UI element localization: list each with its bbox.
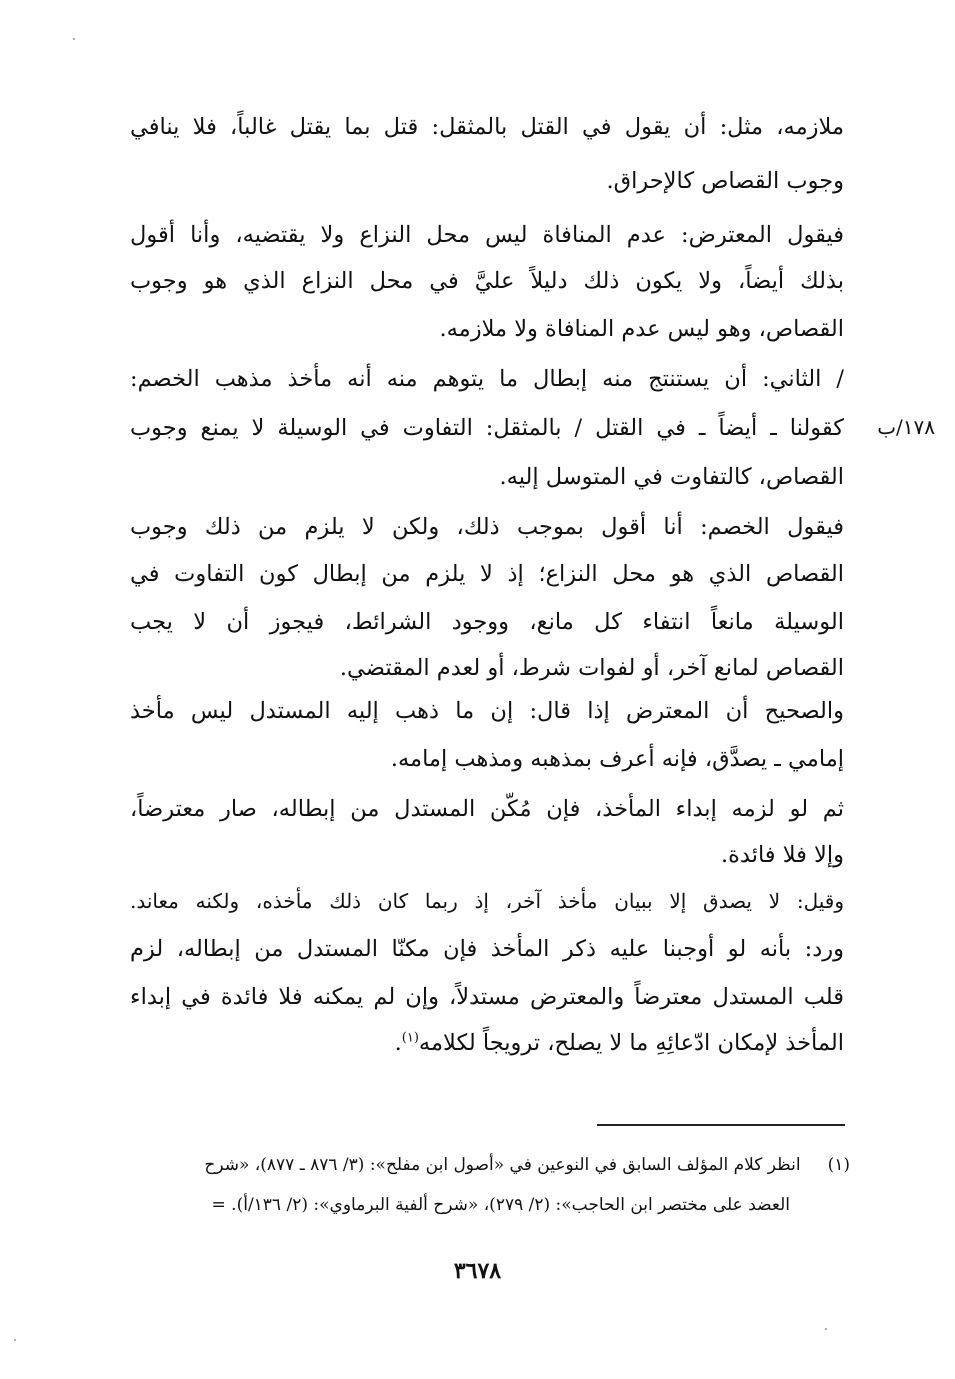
footnote-number: (١) — [827, 1155, 850, 1175]
scan-speck — [14, 1339, 16, 1341]
page-number: ٣٦٧٨ — [453, 1258, 502, 1284]
text-line-final — [130, 1024, 844, 1064]
text-line: وإلا فلا فائدة. — [720, 842, 844, 868]
text-line: القصاص لمانع آخر، أو لفوات شرط، أو لعدم المقتضي. — [339, 655, 844, 681]
footnote-line: العضد على مختصر ابن الحاجب»: (٢/ ٢٧٩)، «شرح ألفية البرماوي»: (٢/ ١٣٦/أ). = — [211, 1195, 790, 1215]
text-line: إمامي ـ يصدَّق، فإنه أعرف بمذهبه ومذهب إمامه. — [390, 746, 844, 772]
footnote-line — [150, 1150, 850, 1182]
text-line: ورد: بأنه لو أوجبنا عليه ذكر المأخذ فإن مكنّا المستدل من إبطاله، لزم — [130, 936, 844, 962]
footnote-separator — [597, 1124, 845, 1126]
text-line: القصاص الذي هو محل النزاع؛ إذ لا يلزم من إبطال كون التفاوت في — [130, 561, 844, 587]
text-line-content: المأخذ لإمكان ادّعائِهِ ما لا يصلح، ترويجاً لكلامه — [418, 1030, 844, 1056]
text-line: وجوب القصاص كالإحراق. — [606, 168, 844, 194]
margin-folio-note: ١٧٨/ب — [877, 415, 935, 439]
text-line: قلب المستدل معترضاً والمعترض مستدلاً، وإن لم يمكنه فلا فائدة في إبداء — [130, 984, 844, 1010]
text-line: فيقول المعترض: عدم المنافاة ليس محل النزاع ولا يقتضيه، وأنا أقول — [130, 222, 844, 248]
text-line: والصحيح أن المعترض إذا قال: إن ما ذهب إليه المستدل ليس مأخذ — [130, 698, 844, 724]
text-line: بذلك أيضاً، ولا يكون ذلك دليلاً عليَّ في محل النزاع الذي هو وجوب — [130, 268, 844, 294]
text-line: القصاص، كالتفاوت في المتوسل إليه. — [499, 464, 844, 490]
text-line: كقولنا ـ أيضاً ـ في القتل / بالمثقل: التفاوت في الوسيلة لا يمنع وجوب — [130, 415, 844, 441]
scan-speck — [73, 38, 75, 40]
text-line: القصاص، وهو ليس عدم المنافاة ولا ملازمه. — [439, 316, 844, 342]
text-line: فيقول الخصم: أنا أقول بموجب ذلك، ولكن لا يلزم من ذلك وجوب — [130, 514, 844, 540]
footnote-text: انظر كلام المؤلف السابق في النوعين في «أصول ابن مفلح»: (٣/ ٨٧٦ ـ ٨٧٧)، «شرح — [204, 1155, 801, 1175]
text-line: ملازمه، مثل: أن يقول في القتل بالمثقل: قتل بما يقتل غالباً، فلا ينافي — [130, 114, 844, 140]
scan-speck — [825, 1328, 827, 1330]
text-line: ثم لو لزمه إبداء المأخذ، فإن مُكّن المستدل من إبطاله، صار معترضاً، — [130, 796, 844, 822]
text-line: وقيل: لا يصدق إلا ببيان مأخذ آخر، إذ ربما كان ذلك مأخذه، ولكنه معاند. — [130, 889, 844, 913]
final-period: . — [394, 1030, 402, 1056]
text-line: الوسيلة مانعاً انتفاء كل مانع، ووجود الشرائط، فيجوز أن لا يجب — [130, 609, 844, 635]
footnote-reference[interactable]: (١) — [401, 1030, 419, 1046]
text-line: / الثاني: أن يستنتج منه إبطال ما يتوهم منه أنه مأخذ مذهب الخصم: — [130, 366, 844, 392]
